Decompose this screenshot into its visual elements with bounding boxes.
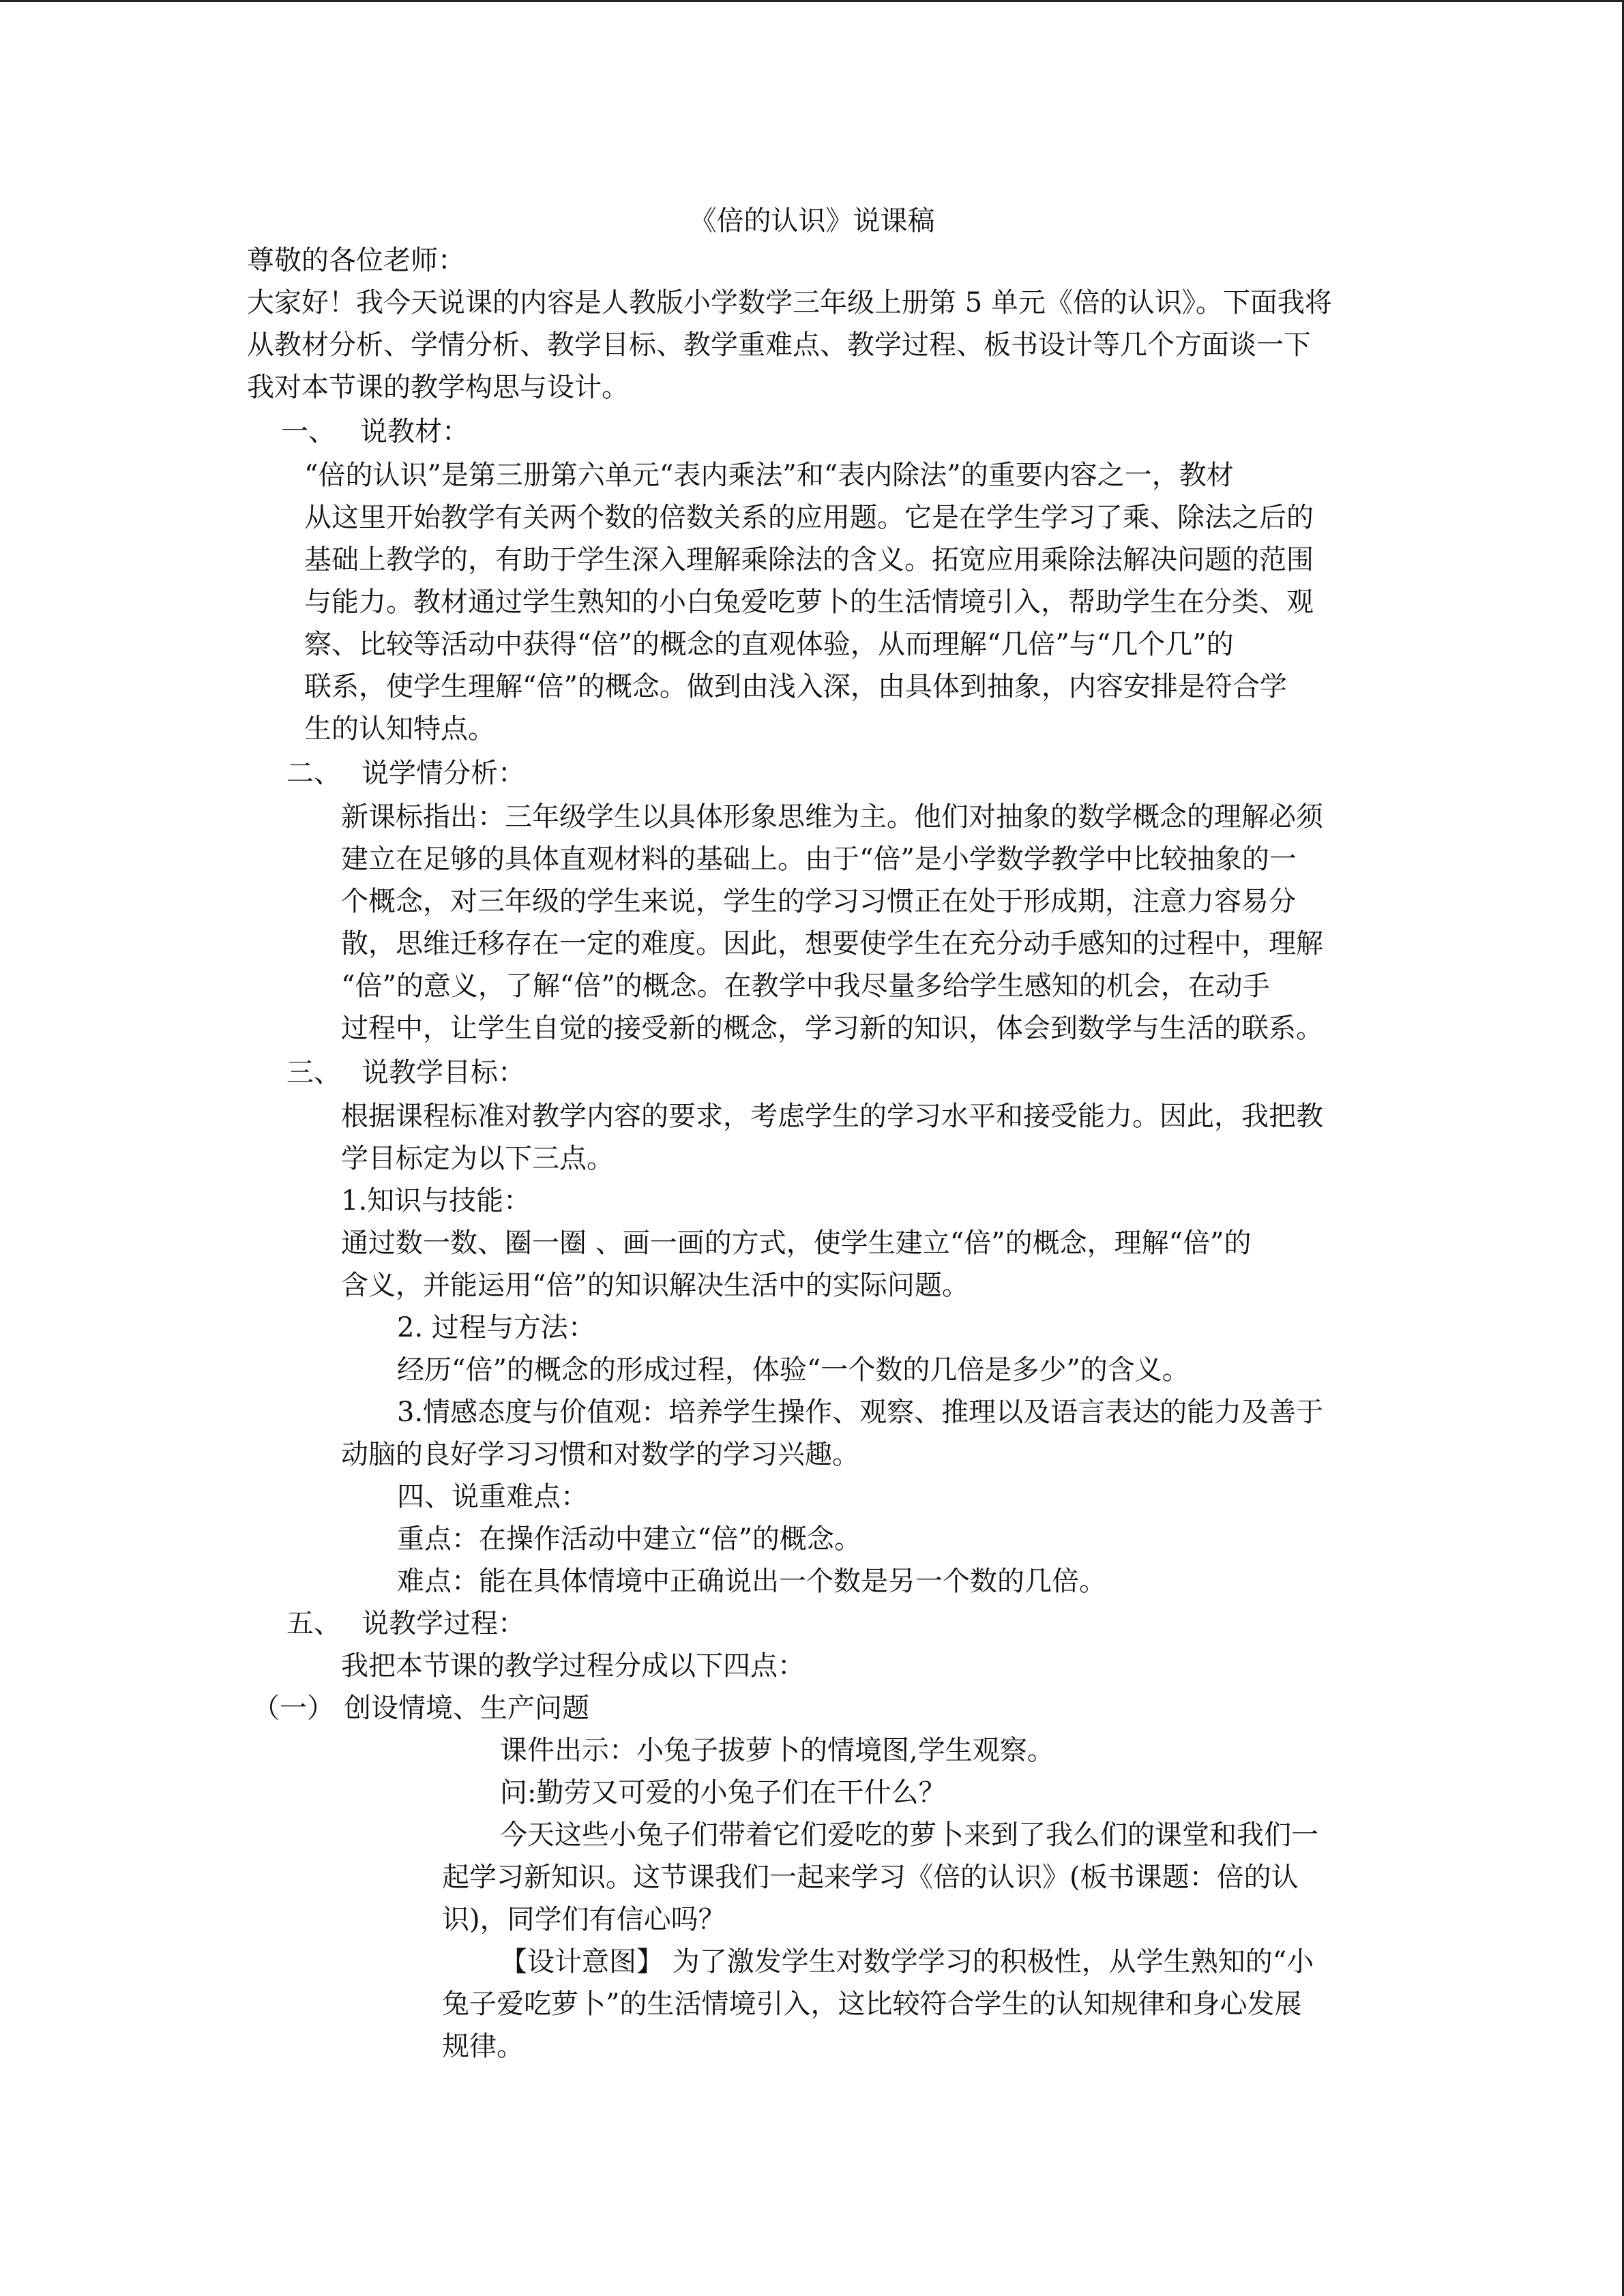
goal1-heading: 1.知识与技能： — [341, 1185, 531, 1217]
key-point: 重点：在操作活动中建立“倍”的概念。 — [397, 1523, 861, 1555]
section5-intro: 我把本节课的教学过程分成以下四点： — [341, 1650, 805, 1682]
difficult-point: 难点：能在具体情境中正确说出一个数是另一个数的几倍。 — [397, 1566, 1106, 1597]
design-intent-line-1: 【设计意图】 为了激发学生对数学学习的积极性，从学生熟知的“小 — [500, 1946, 1314, 1978]
section3-line-1: 根据课程标准对教学内容的要求，考虑学生的学习水平和接受能力。因此，我把教 — [341, 1101, 1323, 1132]
page-top-border — [0, 0, 1624, 2]
section3-line-2: 学目标定为以下三点。 — [341, 1143, 614, 1174]
part1-line-4: 起学习新知识。这节课我们一起来学习《倍的认识》(板书课题：倍的认 — [442, 1862, 1299, 1893]
section5-heading: 说教学过程： — [361, 1608, 525, 1639]
design-intent-line-2: 兔子爱吃萝卜”的生活情境引入，这比较符合学生的认知规律和身心发展 — [442, 1988, 1302, 2020]
design-intent-line-3: 规律。 — [442, 2031, 524, 2062]
section2-number: 二、 — [286, 758, 341, 789]
goal2-line: 经历“倍”的概念的形成过程，体验“一个数的几倍是多少”的含义。 — [397, 1354, 1190, 1386]
part1-number: （一） — [252, 1693, 334, 1724]
intro-line-2: 从教材分析、学情分析、教学目标、教学重难点、教学过程、板书设计等几个方面谈一下 — [247, 329, 1311, 361]
section1-line-3: 基础上教学的，有助于学生深入理解乘除法的含义。拓宽应用乘除法解决问题的范围 — [304, 544, 1314, 576]
section2-heading: 说学情分析： — [361, 758, 525, 789]
part1-line-3: 今天这些小兔子们带着它们爱吃的萝卜来到了我么们的课堂和我们一 — [500, 1819, 1318, 1851]
goal1-line-1: 通过数一数、圈一圈 、画一画的方式，使学生建立“倍”的概念，理解“倍”的 — [341, 1227, 1252, 1259]
section1-line-6: 联系，使学生理解“倍”的概念。做到由浅入深，由具体到抽象，内容安排是符合学 — [304, 671, 1287, 702]
section1-line-7: 生的认知特点。 — [304, 713, 495, 745]
goal3-line-1: 3.情感态度与价值观：培养学生操作、观察、推理以及语言表达的能力及善于 — [397, 1397, 1324, 1428]
section2-line-3: 个概念，对三年级的学生来说，学生的学习习惯正在处于形成期，注意力容易分 — [341, 886, 1296, 917]
intro-line-1: 大家好！我今天说课的内容是人教版小学数学三年级上册第 5 单元《倍的认识》。下面我将 — [247, 287, 1332, 318]
section1-line-1: “倍的认识”是第三册第六单元“表内乘法”和“表内除法”的重要内容之一，教材 — [304, 460, 1234, 491]
section1-line-4: 与能力。教材通过学生熟知的小白兔爱吃萝卜的生活情境引入，帮助学生在分类、观 — [304, 586, 1314, 618]
section1-line-2: 从这里开始教学有关两个数的倍数关系的应用题。它是在学生学习了乘、除法之后的 — [304, 502, 1314, 533]
section2-line-1: 新课标指出：三年级学生以具体形象思维为主。他们对抽象的数学概念的理解必须 — [341, 801, 1323, 833]
section5-number: 五、 — [286, 1608, 341, 1639]
section2-line-5: “倍”的意义，了解“倍”的概念。在教学中我尽量多给学生感知的机会，在动手 — [341, 970, 1270, 1002]
greeting: 尊敬的各位老师： — [247, 245, 465, 276]
section2-line-4: 散，思维迁移存在一定的难度。因此，想要使学生在充分动手感知的过程中，理解 — [341, 928, 1323, 959]
intro-line-3: 我对本节课的教学构思与设计。 — [247, 372, 629, 403]
part1-line-2: 问:勤劳又可爱的小兔子们在干什么？ — [500, 1777, 946, 1808]
section3-number: 三、 — [286, 1057, 341, 1088]
part1-heading: 创设情境、生产问题 — [344, 1693, 589, 1724]
goal3-line-2: 动脑的良好学习习惯和对数学的学习兴趣。 — [341, 1439, 859, 1470]
section1-number: 一、 — [281, 416, 336, 447]
part1-line-1: 课件出示：小兔子拔萝卜的情境图,学生观察。 — [500, 1735, 1054, 1766]
part1-line-5: 识)，同学们有信心吗？ — [442, 1904, 726, 1935]
section1-line-5: 察、比较等活动中获得“倍”的概念的直观体验，从而理解“几倍”与“几个几”的 — [304, 629, 1234, 660]
section4-heading: 四、说重难点： — [397, 1481, 588, 1512]
section1-heading: 说教材： — [360, 416, 469, 447]
document-title: 《倍的认识》说课稿 — [689, 205, 935, 237]
goal2-heading: 2. 过程与方法： — [397, 1312, 595, 1343]
section2-line-2: 建立在足够的具体直观材料的基础上。由于“倍”是小学数学教学中比较抽象的一 — [341, 844, 1297, 875]
section2-line-6: 过程中，让学生自觉的接受新的概念，学习新的知识，体会到数学与生活的联系。 — [341, 1013, 1323, 1044]
section3-heading: 说教学目标： — [361, 1057, 525, 1088]
goal1-line-2: 含义，并能运用“倍”的知识解决生活中的实际问题。 — [341, 1270, 969, 1301]
